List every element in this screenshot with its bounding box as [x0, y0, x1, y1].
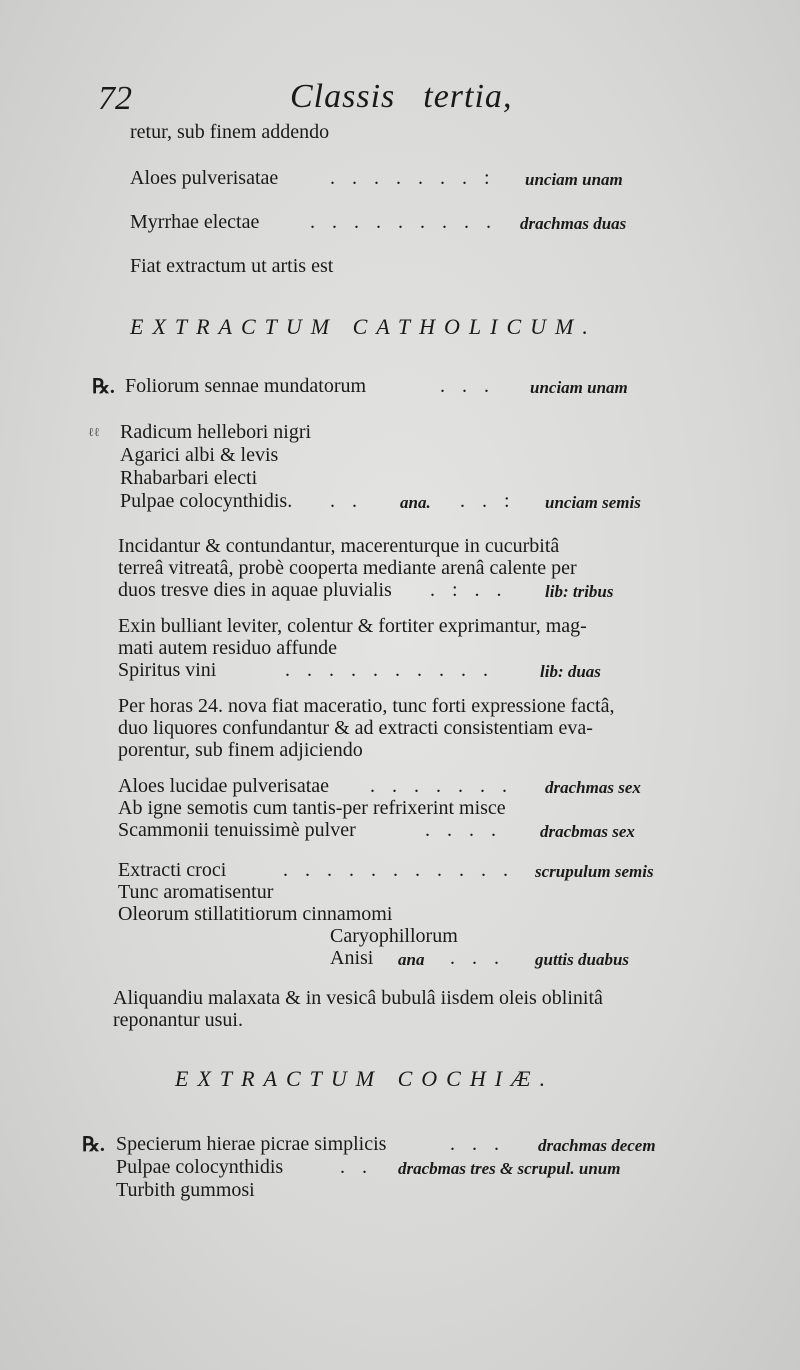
group-line: Pulpae colocynthidis.: [120, 490, 293, 512]
ingredient-name: Scammonii tenuissimè pulver: [118, 819, 356, 841]
ingredient-qty: scrupulum semis: [535, 862, 654, 881]
para-line: terreâ vitreatâ, probè cooperta mediante arenâ calente per: [118, 557, 577, 579]
group-ana: ana.: [400, 493, 431, 512]
ingredient-dots: . . .: [450, 947, 505, 969]
ingredient-name: Specierum hierae picrae simplicis: [116, 1133, 387, 1155]
group-dots: . . :: [460, 490, 516, 512]
para-qty: lib: tribus: [545, 582, 614, 601]
group-dots: . .: [330, 490, 363, 512]
ingredient-dots: . . . . . . .: [370, 775, 513, 797]
ingredient-name: Aloes lucidae pulverisatae: [118, 775, 330, 797]
intro-item-name: Myrrhae electae: [130, 211, 260, 233]
instruction-line: Tunc aromatisentur: [118, 881, 274, 903]
section-heading-cochiae: EXTRACTUM COCHIÆ.: [175, 1066, 555, 1091]
para-line: duo liquores confundantur & ad extracti consistentiam eva-: [118, 717, 593, 739]
ingredient-qty: drachmas decem: [538, 1136, 656, 1155]
para-line: duos tresve dies in aquae pluvialis: [118, 579, 392, 601]
margin-mark: ℓℓ: [88, 425, 100, 439]
intro-item-dots: . . . . . . . :: [330, 167, 496, 189]
ingredient-dots: . . . . . . . . . . .: [283, 859, 514, 881]
ingredient-qty: unciam unam: [530, 378, 628, 397]
section-heading-catholicum: EXTRACTUM CATHOLICUM.: [130, 314, 597, 339]
page-number: 72: [98, 80, 132, 117]
para-line: Incidantur & contundantur, macerenturque in cucurbitâ: [118, 535, 560, 557]
ingredient-name: Caryophillorum: [330, 925, 458, 947]
recipe-symbol: ℞.: [82, 1134, 105, 1156]
para-line: Exin bulliant leviter, colentur & fortiter exprimantur, mag-: [118, 615, 587, 637]
ingredient-name: Extracti croci: [118, 859, 227, 881]
spiritus-qty: lib: duas: [540, 662, 601, 681]
ingredient-qty: dracbmas sex: [540, 822, 635, 841]
para-line: Per horas 24. nova fiat maceratio, tunc forti expressione factâ,: [118, 695, 615, 717]
ingredient-dots: . .: [340, 1156, 373, 1178]
ingredient-qty: drachmas sex: [545, 778, 641, 797]
para-dots: . : . .: [430, 579, 508, 601]
instruction-line: Oleorum stillatitiorum cinnamomi: [118, 903, 393, 925]
intro-item-dots: . . . . . . . . .: [310, 211, 497, 233]
ingredient-dots: . . .: [450, 1133, 505, 1155]
para-line: Aliquandiu malaxata & in vesicâ bubulâ iisdem oleis oblinitâ: [113, 987, 603, 1009]
intro-continuation: retur, sub finem addendo: [130, 121, 330, 143]
ingredient-name: Foliorum sennae mundatorum: [125, 375, 367, 397]
spiritus-dots: . . . . . . . . . .: [285, 659, 494, 681]
group-line: Agarici albi & levis: [120, 444, 279, 466]
ingredient-dots: . . .: [440, 375, 495, 397]
para-line: porentur, sub finem adjiciendo: [118, 739, 363, 761]
group-line: Rhabarbari electi: [120, 467, 258, 489]
instruction-line: Ab igne semotis cum tantis-per refrixerint misce: [118, 797, 506, 819]
spiritus-name: Spiritus vini: [118, 659, 217, 681]
recipe-symbol: ℞.: [92, 376, 115, 398]
ingredient-dots: . . . .: [425, 819, 502, 841]
running-head-word1: Classis: [290, 78, 396, 115]
intro-closing: Fiat extractum ut artis est: [130, 255, 334, 277]
para-line: mati autem residuo affunde: [118, 637, 338, 659]
ingredient-qty: dracbmas tres & scrupul. unum: [398, 1159, 621, 1178]
ingredient-name: Turbith gummosi: [116, 1179, 255, 1201]
group-line: Radicum hellebori nigri: [120, 421, 312, 443]
ingredient-ana: ana: [398, 950, 425, 969]
group-qty: unciam semis: [545, 493, 641, 512]
ingredient-qty: guttis duabus: [535, 950, 630, 969]
intro-item-name: Aloes pulverisatae: [130, 167, 279, 189]
ingredient-name: Anisi: [330, 947, 374, 969]
running-head-word2: tertia: [423, 78, 503, 115]
ingredient-name: Pulpae colocynthidis: [116, 1156, 284, 1178]
running-head: Classis tertia,: [290, 78, 513, 115]
intro-item-qty: drachmas duas: [520, 214, 627, 233]
para-line: reponantur usui.: [113, 1009, 243, 1031]
intro-item-qty: unciam unam: [525, 170, 623, 189]
